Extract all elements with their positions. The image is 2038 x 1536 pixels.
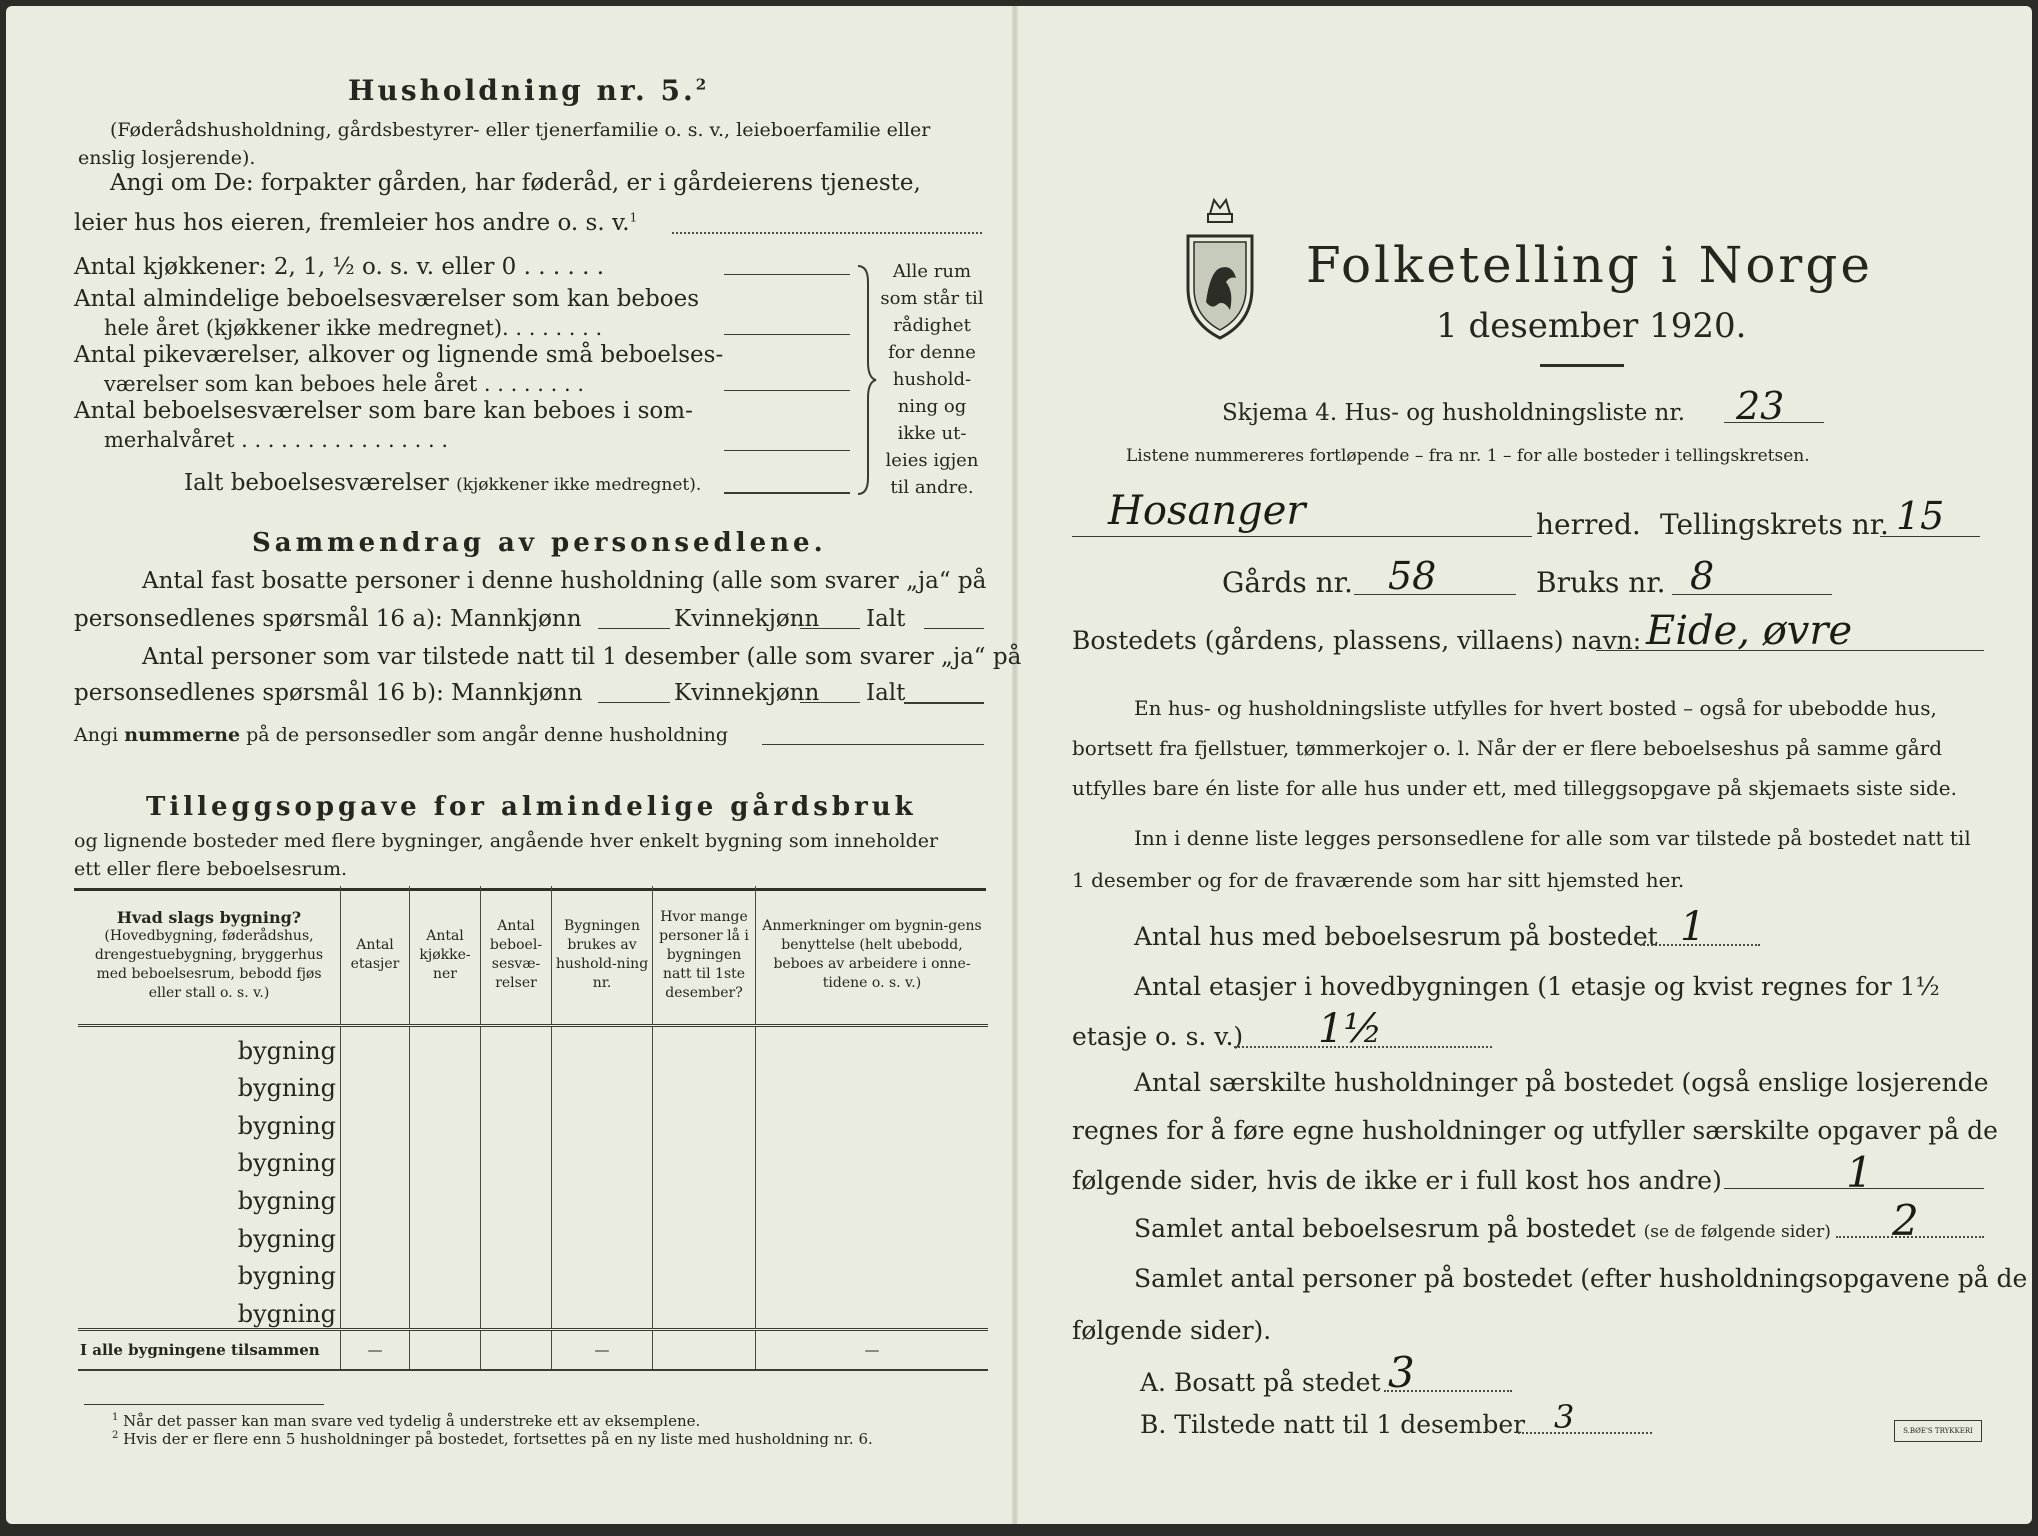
rum-line bbox=[1836, 1236, 1984, 1238]
supplement-title: Tilleggsopgave for almindelige gårdsbruk bbox=[146, 792, 917, 822]
present-total-label: Ialt bbox=[866, 680, 906, 706]
building-label: bygning bbox=[237, 1074, 336, 1103]
cell[interactable] bbox=[410, 1290, 481, 1329]
hush-line2: regnes for å føre egne husholdninger og utfyller særskilte opgaver på de bbox=[1072, 1116, 1998, 1145]
cell[interactable] bbox=[341, 1026, 410, 1065]
summary-present-line2: personsedlenes spørsmål 16 b): Mannkjønn bbox=[74, 680, 583, 706]
nummerne-line: Angi nummerne på de personsedler som angår denne husholdning bbox=[74, 724, 729, 746]
cell[interactable] bbox=[410, 1177, 481, 1215]
cell[interactable] bbox=[653, 1140, 756, 1178]
pers-line1: Samlet antal personer på bostedet (efter husholdningsopgavene på de bbox=[1134, 1264, 2028, 1293]
brace-note: Alle rum som står til rådighet for denne hushold- ning og ikke ut- leies igjen til andre. bbox=[880, 261, 984, 498]
rooms-brace bbox=[854, 262, 878, 498]
col-header-household-nr: Bygningen brukes av hushold-ning nr. bbox=[552, 886, 653, 1026]
building-label: bygning bbox=[237, 1299, 336, 1328]
bosted-value[interactable]: Eide, øvre bbox=[1646, 608, 1853, 654]
total-floors: — bbox=[341, 1329, 410, 1370]
table-row bbox=[78, 1253, 988, 1291]
hush-line3: følgende sider, hvis de ikke er i full kost hos andre) bbox=[1072, 1166, 1722, 1195]
cell[interactable] bbox=[410, 1065, 481, 1103]
instruction-p1-l3: utfylles bare én liste for alle hus under ett, med tilleggsopgave på skjemaets siste side. bbox=[1072, 776, 1957, 800]
tellingskrets-line bbox=[1880, 536, 1980, 537]
total-household: — bbox=[552, 1329, 653, 1370]
table-row bbox=[78, 1215, 988, 1253]
bosted-label: Bostedets (gårdens, plassens, villaens) navn: bbox=[1072, 626, 1642, 655]
cell[interactable] bbox=[552, 1290, 653, 1329]
col-header-persons: Hvor mange personer lå i bygningen natt til 1ste desember? bbox=[653, 886, 756, 1026]
center-fold bbox=[1012, 6, 1018, 1524]
cell[interactable] bbox=[756, 1140, 989, 1178]
building-label: bygning bbox=[237, 1262, 336, 1291]
table-row bbox=[78, 1140, 988, 1178]
total-label: I alle bygningene tilsammen bbox=[78, 1329, 341, 1370]
census-date: 1 desember 1920. bbox=[1436, 306, 1747, 346]
bosatt-label: A. Bosatt på stedet bbox=[1140, 1368, 1381, 1397]
cell[interactable] bbox=[552, 1026, 653, 1065]
instruction-p2-l2: 1 desember og for de fraværende som har sitt hjemsted her. bbox=[1072, 868, 1685, 892]
cell[interactable] bbox=[653, 1253, 756, 1291]
footnote-2: $^2$ Hvis der er flere enn 5 husholdninger på bostedet, fortsettes på en ny liste med husholdning nr. 6. bbox=[112, 1430, 873, 1448]
cell[interactable] bbox=[756, 1177, 989, 1215]
cell[interactable] bbox=[341, 1102, 410, 1140]
building-label: bygning bbox=[237, 1224, 336, 1253]
resident-total-label: Ialt bbox=[866, 606, 906, 632]
hush-value[interactable]: 1 bbox=[1846, 1148, 1873, 1197]
rooms-small-answer[interactable] bbox=[724, 390, 850, 391]
hus-label: Antal hus med beboelsesrum på bostedet bbox=[1134, 922, 1658, 951]
table-row bbox=[78, 1102, 988, 1140]
herred-label: herred. bbox=[1536, 508, 1641, 541]
cell[interactable] bbox=[653, 1102, 756, 1140]
present-female-field[interactable] bbox=[800, 702, 860, 703]
pers-line2: følgende sider). bbox=[1072, 1316, 1272, 1345]
tilstede-line bbox=[1518, 1432, 1652, 1434]
bosatt-line bbox=[1384, 1390, 1512, 1392]
herred-value[interactable]: Hosanger bbox=[1108, 488, 1306, 534]
cell[interactable] bbox=[481, 1140, 552, 1178]
col-header-floors: Antal etasjer bbox=[341, 886, 410, 1026]
rooms-summer-answer[interactable] bbox=[724, 450, 850, 451]
etasjer-line bbox=[1234, 1046, 1492, 1048]
cell[interactable] bbox=[410, 1026, 481, 1065]
col-header-kitchens: Antal kjøkke-ner bbox=[410, 886, 481, 1026]
angi-answer-line[interactable] bbox=[672, 232, 982, 234]
summary-resident-line2: personsedlenes spørsmål 16 a): Mannkjønn bbox=[74, 606, 582, 632]
cell[interactable] bbox=[481, 1329, 552, 1370]
printer-stamp: S.BØE'S TRYKKERI bbox=[1894, 1420, 1982, 1442]
cell[interactable] bbox=[410, 1140, 481, 1178]
table-row bbox=[78, 1065, 988, 1103]
gards-value[interactable]: 58 bbox=[1388, 554, 1437, 598]
col-header-building-type-title: Hvad slags bygning? bbox=[116, 907, 302, 927]
col-header-remarks: Anmerkninger om bygnin-gens benyttelse (helt ubebodd, beboes av arbeidere i onne-tidene o. s. v.) bbox=[756, 886, 989, 1026]
rooms-kitchens: Antal kjøkkener: 2, 1, ½ o. s. v. eller 0 . . . . . . bbox=[74, 254, 605, 280]
herred-line bbox=[1072, 536, 1532, 537]
supplement-line2: ett eller flere beboelsesrum. bbox=[74, 858, 348, 880]
rooms-total-answer[interactable] bbox=[724, 492, 850, 494]
cell[interactable] bbox=[341, 1065, 410, 1103]
angi-line-1: Angi om De: forpakter gården, har føderåd, er i gårdeierens tjeneste, bbox=[110, 170, 921, 196]
cell[interactable] bbox=[410, 1253, 481, 1291]
summary-title: Sammendrag av personsedlene. bbox=[252, 528, 827, 558]
numbering-note: Listene nummereres fortløpende – fra nr. 1 – for alle bosteder i tellingskretsen. bbox=[1126, 446, 1810, 466]
hush-answer-line bbox=[1724, 1188, 1984, 1189]
angi-line-2: leier hus hos eieren, fremleier hos andre o. s. v.$^1$ bbox=[74, 210, 638, 236]
cell[interactable] bbox=[341, 1140, 410, 1178]
tilstede-value[interactable]: 3 bbox=[1554, 1398, 1575, 1436]
cell[interactable] bbox=[410, 1215, 481, 1253]
building-label: bygning bbox=[237, 1036, 336, 1065]
total-remarks: — bbox=[756, 1329, 989, 1370]
footnote-1: $^1$ Når det passer kan man svare ved tydelig å understreke ett av eksemplene. bbox=[112, 1412, 701, 1430]
cell[interactable] bbox=[481, 1177, 552, 1215]
cell[interactable] bbox=[756, 1065, 989, 1103]
cell[interactable] bbox=[481, 1026, 552, 1065]
instruction-p1-l1: En hus- og husholdningsliste utfylles for hvert bosted – også for ubebodde hus, bbox=[1134, 696, 1937, 720]
present-male-field[interactable] bbox=[598, 702, 670, 703]
table-row bbox=[78, 1290, 988, 1329]
cell[interactable] bbox=[653, 1215, 756, 1253]
resident-female-field[interactable] bbox=[800, 628, 860, 629]
buildings-table bbox=[78, 886, 988, 1371]
col-header-rooms: Antal beboel-sesvæ-relser bbox=[481, 886, 552, 1026]
cell[interactable] bbox=[410, 1102, 481, 1140]
title-rule bbox=[1540, 364, 1624, 367]
rum-value[interactable]: 2 bbox=[1892, 1196, 1919, 1245]
cell[interactable] bbox=[653, 1026, 756, 1065]
tellingskrets-value[interactable]: 15 bbox=[1896, 494, 1945, 538]
footnote-rule bbox=[84, 1404, 324, 1405]
cell[interactable] bbox=[552, 1215, 653, 1253]
hus-value[interactable]: 1 bbox=[1680, 904, 1706, 950]
schema-number-line bbox=[1724, 422, 1824, 423]
rum-label: Samlet antal beboelsesrum på bostedet (se de følgende sider) bbox=[1134, 1214, 1831, 1243]
gards-label: Gårds nr. bbox=[1222, 566, 1353, 599]
cell[interactable] bbox=[481, 1290, 552, 1329]
rooms-summer-line2: merhalvåret . . . . . . . . . . . . . . . . bbox=[104, 428, 449, 452]
cell[interactable] bbox=[756, 1290, 989, 1329]
cell[interactable] bbox=[341, 1253, 410, 1291]
supplement-line1: og lignende bosteder med flere bygninger, angående hver enkelt bygning som inneholder bbox=[74, 830, 939, 852]
resident-female-label: Kvinnekjønn bbox=[674, 606, 820, 632]
etasjer-line2: etasje o. s. v.) bbox=[1072, 1022, 1244, 1051]
cell[interactable] bbox=[552, 1140, 653, 1178]
building-label: bygning bbox=[237, 1111, 336, 1140]
cell[interactable] bbox=[756, 1102, 989, 1140]
bruks-label: Bruks nr. bbox=[1536, 566, 1666, 599]
cell[interactable] bbox=[756, 1253, 989, 1291]
rooms-kitchens-answer[interactable] bbox=[724, 274, 850, 275]
nummerne-field[interactable] bbox=[762, 744, 984, 745]
hus-line bbox=[1640, 944, 1760, 946]
cell[interactable] bbox=[756, 1026, 989, 1065]
coat-of-arms-icon bbox=[1180, 192, 1260, 342]
resident-total-field[interactable] bbox=[924, 628, 984, 629]
household-title: Husholdning nr. 5.$^2$ bbox=[348, 74, 710, 107]
rooms-ordinary-line2: hele året (kjøkkener ikke medregnet). . . . . . . . bbox=[104, 316, 603, 340]
etasjer-value[interactable]: 1½ bbox=[1318, 1006, 1383, 1052]
cell[interactable] bbox=[341, 1177, 410, 1215]
cell[interactable] bbox=[481, 1253, 552, 1291]
cell[interactable] bbox=[756, 1215, 989, 1253]
cell[interactable] bbox=[410, 1329, 481, 1370]
col-header-building-type-note: (Hovedbygning, føderådshus, drengestuebygning, bryggerhus med beboelsesrum, bebodd fjøs eller stall o. s. v.) bbox=[94, 927, 324, 1001]
cell[interactable] bbox=[481, 1102, 552, 1140]
cell[interactable] bbox=[552, 1253, 653, 1291]
tellingskrets-label: Tellingskrets nr. bbox=[1660, 508, 1889, 541]
bosatt-value[interactable]: 3 bbox=[1388, 1348, 1415, 1397]
main-title: Folketelling i Norge bbox=[1306, 236, 1873, 294]
cell[interactable] bbox=[341, 1290, 410, 1329]
building-label: bygning bbox=[237, 1149, 336, 1178]
instruction-p2-l1: Inn i denne liste legges personsedlene for alle som var tilstede på bostedet natt til bbox=[1134, 826, 1971, 850]
bruks-value[interactable]: 8 bbox=[1690, 554, 1715, 598]
tilstede-label: B. Tilstede natt til 1 desember bbox=[1140, 1410, 1526, 1439]
rooms-ordinary-line1: Antal almindelige beboelsesværelser som kan beboes bbox=[74, 286, 700, 312]
col-header-building-type bbox=[78, 886, 341, 1026]
schema-line: Skjema 4. Hus- og husholdningsliste nr. bbox=[1222, 400, 1686, 426]
cell[interactable] bbox=[653, 1177, 756, 1215]
schema-number[interactable]: 23 bbox=[1736, 384, 1785, 428]
bosted-line bbox=[1596, 650, 1984, 651]
cell[interactable] bbox=[552, 1102, 653, 1140]
cell[interactable] bbox=[341, 1215, 410, 1253]
building-label: bygning bbox=[237, 1186, 336, 1215]
etasjer-line1: Antal etasjer i hovedbygningen (1 etasje og kvist regnes for 1½ bbox=[1134, 972, 1940, 1001]
table-row bbox=[78, 1026, 988, 1065]
resident-male-field[interactable] bbox=[598, 628, 670, 629]
cell[interactable] bbox=[653, 1329, 756, 1370]
cell[interactable] bbox=[653, 1065, 756, 1103]
summary-present-line1: Antal personer som var tilstede natt til 1 desember (alle som svarer „ja“ på bbox=[142, 644, 1022, 670]
table-row bbox=[78, 1177, 988, 1215]
cell[interactable] bbox=[552, 1177, 653, 1215]
gards-line bbox=[1354, 594, 1516, 595]
rooms-ordinary-answer[interactable] bbox=[724, 334, 850, 335]
summary-resident-line1: Antal fast bosatte personer i denne husholdning (alle som svarer „ja“ på bbox=[142, 568, 987, 594]
household-intro: (Føderådshusholdning, gårdsbestyrer- eller tjenerfamilie o. s. v., leieboerfamilie eller enslig losjerende). bbox=[78, 119, 931, 169]
rooms-summer-line1: Antal beboelsesværelser som bare kan beboes i som- bbox=[74, 398, 693, 424]
rooms-small-line2: værelser som kan beboes hele året . . . . . . . . bbox=[104, 372, 584, 396]
cell[interactable] bbox=[653, 1290, 756, 1329]
cell[interactable] bbox=[481, 1215, 552, 1253]
rooms-small-line1: Antal pikeværelser, alkover og lignende små beboelses- bbox=[74, 342, 724, 368]
present-total-field[interactable] bbox=[904, 702, 984, 704]
bruks-line bbox=[1672, 594, 1832, 595]
table-total-row bbox=[78, 1329, 988, 1370]
hush-line1: Antal særskilte husholdninger på bostedet (også enslige losjerende bbox=[1134, 1068, 1989, 1097]
present-female-label: Kvinnekjønn bbox=[674, 680, 820, 706]
cell[interactable] bbox=[552, 1065, 653, 1103]
rooms-total-label: Ialt beboelsesværelser (kjøkkener ikke medregnet). bbox=[184, 470, 702, 496]
instruction-p1-l2: bortsett fra fjellstuer, tømmerkojer o. l. Når der er flere beboelseshus på samme gård bbox=[1072, 736, 1943, 760]
cell[interactable] bbox=[481, 1065, 552, 1103]
